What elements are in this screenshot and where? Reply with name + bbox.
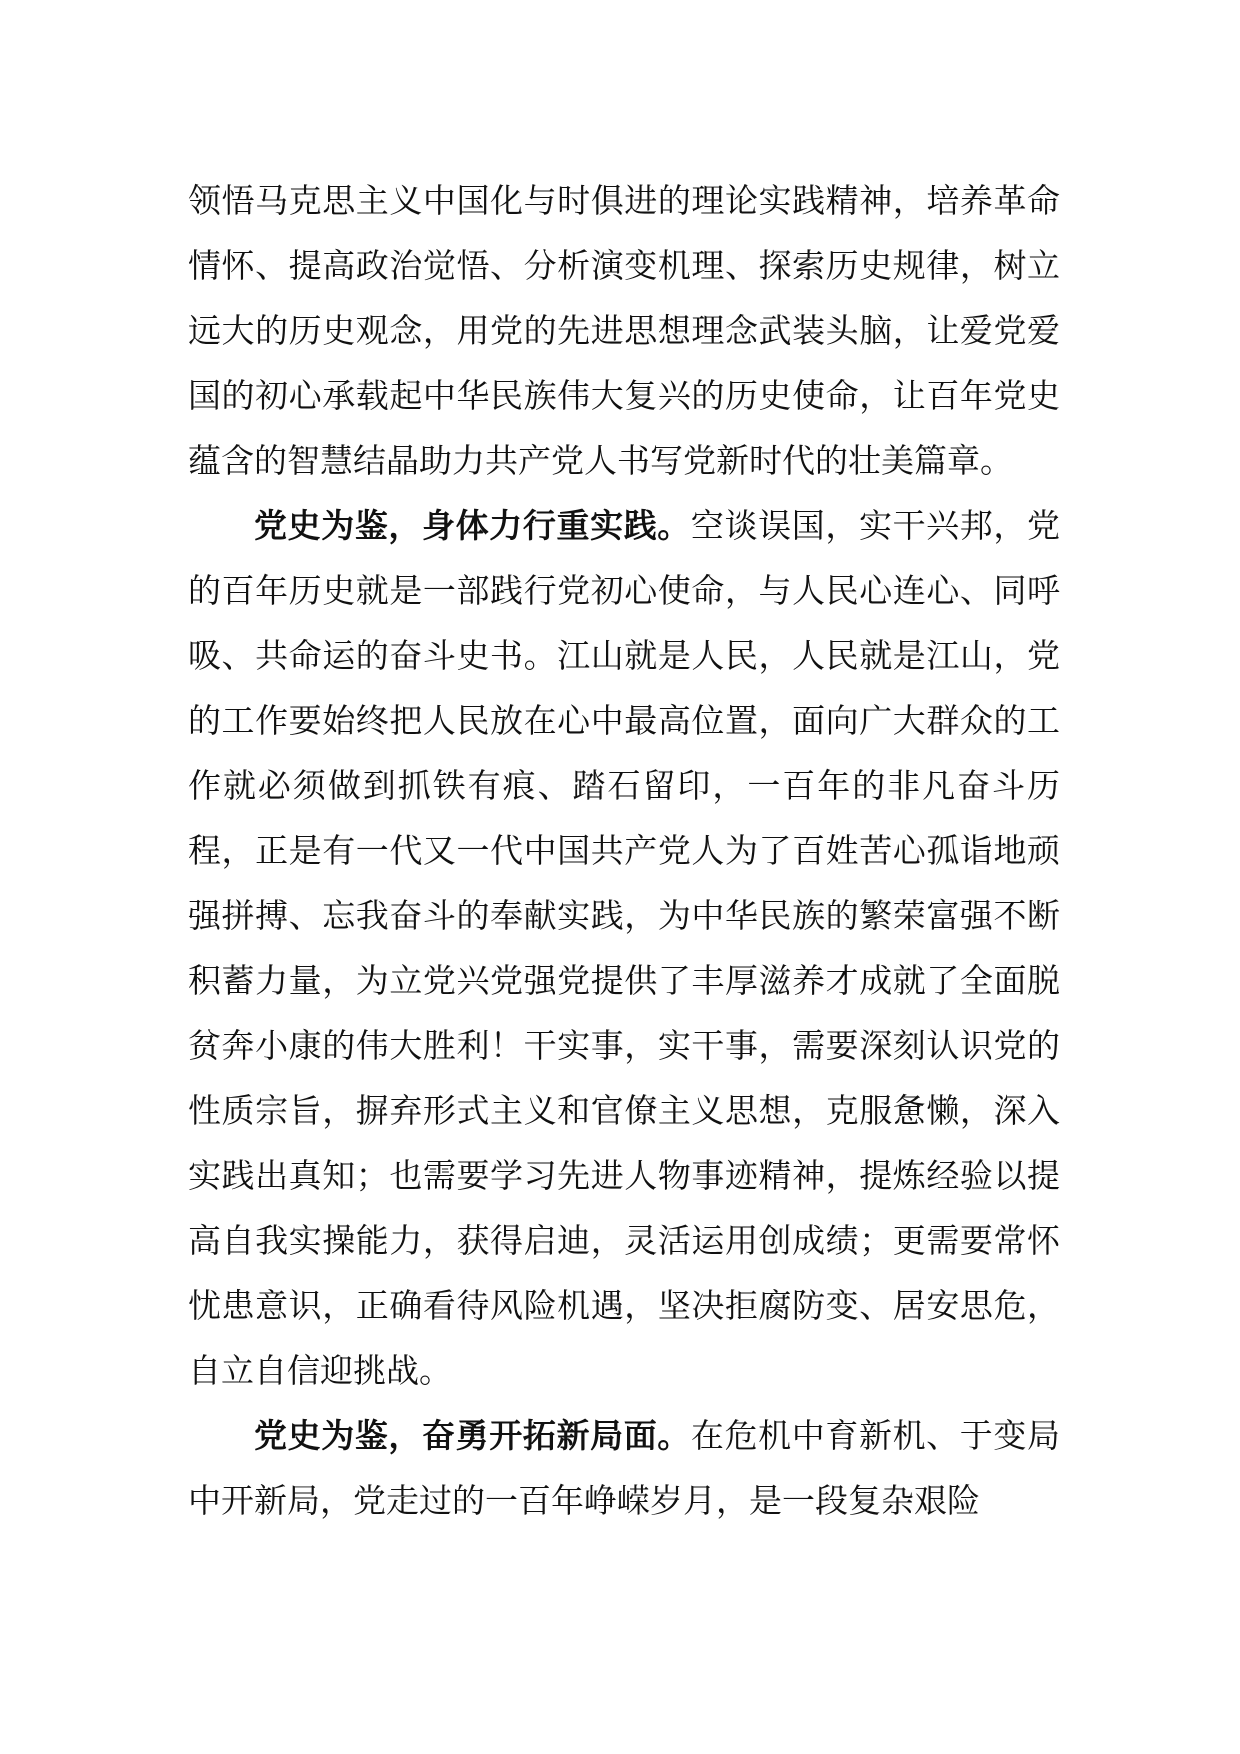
paragraph-2-text: 空谈误国，实干兴邦，党的百年历史就是一部践行党初心使命，与人民心连心、同呼吸、共命运的奋斗史书。江山就是人民，人民就是江山，党的工作要始终把人民放在心中最高位置，面向广大群众的工作就必须做到抓铁有痕、踏石留印，一百年的非凡奋斗历程，正是有一代又一代中国共产党人为了百姓苦心孤诣地顽强拼搏、忘我奋斗的奉献实践，为中华民族的繁荣富强不断积蓄力量，为立党兴党强党提供了丰厚滋养才成就了全面脱贫奔小康的伟大胜利！干实事，实干事，需要深刻认识党的性质宗旨，摒弃形式主义和官僚主义思想，克服惫懒，深入实践出真知；也需要学习先进人物事迹精神，提炼经验以提高自我实操能力，获得启迪，灵活运用创成绩；更需要常怀忧患意识，正确看待风险机遇，坚决拒腐防变、居安思危，自立自信迎挑战。 xyxy=(188,506,1061,1390)
paragraph-3 xyxy=(188,1403,1060,1533)
paragraph-2 xyxy=(188,493,1060,1403)
paragraph-3-lead: 党史为鉴，奋勇开拓新局面。 xyxy=(254,1416,691,1455)
paragraph-1 xyxy=(188,168,1060,493)
paragraph-3-text: 在危机中育新机、于变局中开新局，党走过的一百年峥嵘岁月，是一段复杂艰险 xyxy=(188,1416,1061,1520)
paragraph-1-text: 领悟马克思主义中国化与时俱进的理论实践精神，培养革命情怀、提高政治觉悟、分析演变机理、探索历史规律，树立远大的历史观念，用党的先进思想理念武装头脑，让爱党爱国的初心承载起中华民族伟大复兴的历史使命，让百年党史蕴含的智慧结晶助力共产党人书写党新时代的壮美篇章。 xyxy=(188,181,1060,480)
paragraph-2-lead: 党史为鉴，身体力行重实践。 xyxy=(254,506,691,545)
document-body xyxy=(188,168,1060,1533)
